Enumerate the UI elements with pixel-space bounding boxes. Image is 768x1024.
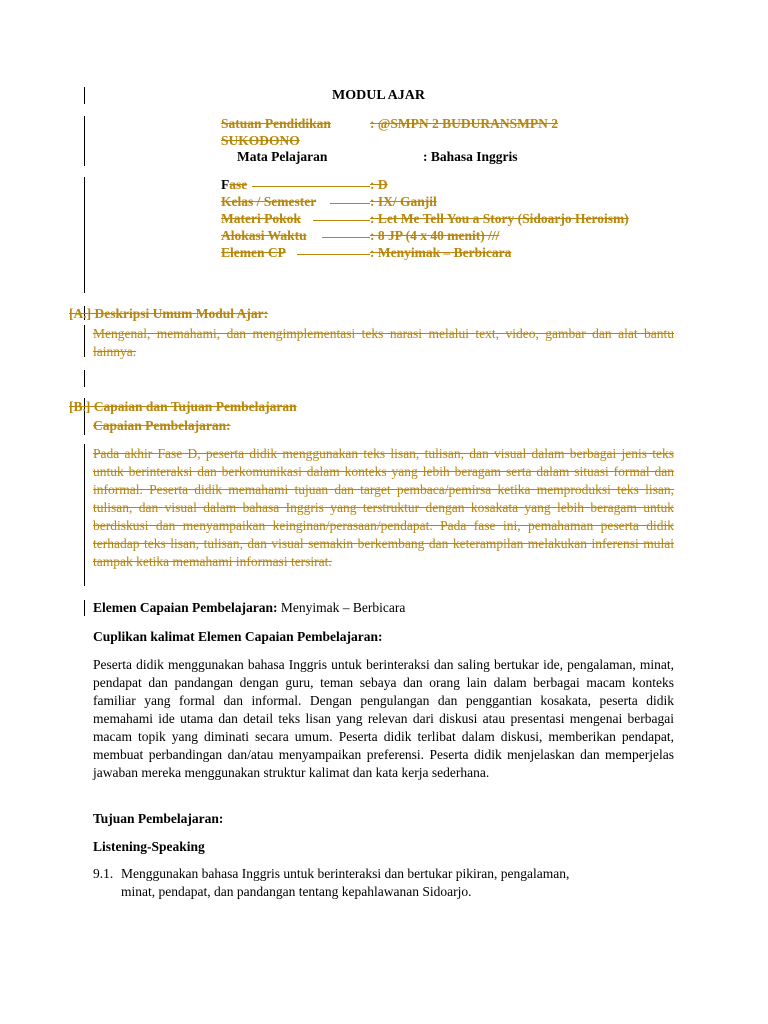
- tujuan-item-line2: minat, pendapat, dan pandangan tentang kepahlawanan Sidoarjo.: [121, 884, 472, 899]
- alokasi-label: Alokasi Waktu: [221, 228, 307, 243]
- change-bar: [84, 87, 85, 104]
- section-a-body: Mengenal, memahami, dan mengimplementasi teks narasi melalui text, video, gambar dan alat bantu lainnya.: [93, 326, 674, 359]
- cuplikan-label: Cuplikan kalimat Elemen Capaian Pembelajaran:: [93, 629, 383, 644]
- cuplikan-body: Peserta didik menggunakan bahasa Inggris untuk berinteraksi dan saling bertukar ide, pengalaman, minat, pendapat dan pandangan dengan guru, teman sebaya dan orang lain dalam berbagai macam konteks familiar yang formal dan informal. Dengan pengulangan dan penggantian kosakata, peserta didik memahami ide utama dan detail teks lisan yang relevan dari diskusi atau presentasi mengenai berbagai macam topik yang diminati secara umum. Peserta didik terlibat dalam diskusi, memberikan pendapat, membuat perbandingan dan/atau menyampaikan preferensi. Peserta didik menjelaskan dan memperjelas jawaban mereka menggunakan struktur kalimat dan kata kerja sederhana.: [93, 657, 674, 780]
- satuan-label: Satuan Pendidikan: [221, 116, 331, 131]
- page-title: MODUL AJAR: [332, 88, 425, 103]
- change-bar: [84, 370, 85, 387]
- tujuan-item-line1: Menggunakan bahasa Inggris untuk berinteraksi dan bertukar pikiran, pengalaman,: [121, 866, 570, 881]
- materi-label: Materi Pokok: [221, 211, 301, 226]
- mapel-label: Mata Pelajaran: [237, 149, 328, 164]
- satuan-value-cont: SUKODONO: [221, 133, 300, 148]
- change-bar: [84, 177, 85, 293]
- skill-label: Listening-Speaking: [93, 839, 205, 854]
- leader-line: [313, 220, 370, 221]
- elemen-label: Elemen CP: [221, 245, 286, 260]
- materi-value: : Let Me Tell You a Story (Sidoarjo Heroism): [370, 211, 629, 226]
- kelas-label: Kelas / Semester: [221, 194, 317, 209]
- leader-line: [297, 254, 370, 255]
- fase-value: : D: [370, 177, 388, 192]
- section-a-heading: [A.] Deskripsi Umum Modul Ajar:: [69, 306, 269, 321]
- alokasi-value: : 8 JP (4 x 40 menit) ///: [370, 228, 500, 243]
- elemen-cp-value: Menyimak – Berbicara: [277, 600, 406, 615]
- leader-line: [322, 237, 370, 238]
- section-b-heading: [B.] Capaian dan Tujuan Pembelajaran: [69, 399, 297, 414]
- change-bar: [84, 325, 85, 357]
- satuan-value: : @SMPN 2 BUDURANSMPN 2: [370, 116, 559, 131]
- fase-label-rest: ase: [229, 177, 248, 192]
- mapel-value: : Bahasa Inggris: [423, 149, 518, 164]
- kelas-value: : IX/ Ganjil: [370, 194, 437, 209]
- fase-label: [221, 177, 247, 193]
- tujuan-item-number: 9.1.: [93, 866, 114, 881]
- elemen-cp-label: Elemen Capaian Pembelajaran:: [93, 600, 278, 615]
- elemen-cp-line: [93, 600, 405, 616]
- change-bar: [84, 444, 85, 586]
- cp-body: Pada akhir Fase D, peserta didik menggunakan teks lisan, tulisan, dan visual dalam berbagai jenis teks untuk berinteraksi dan berkomunikasi dalam konteks yang lebih beragam serta dalam situasi formal dan informal. Peserta didik memahami tujuan dan target pembaca/pemirsa ketika memproduksi teks lisan, tulisan, dan visual dalam bahasa Inggris yang terstruktur dengan kosakata yang lebih beragam untuk berdiskusi dan menyampaikan keinginan/perasaan/pendapat. Pada fase ini, pemahaman peserta didik terhadap teks lisan, tulisan, dan visual semakin berkembang dan keterampilan melakukan inferensi mulai tampak ketika memahami informasi tersirat.: [93, 446, 674, 569]
- leader-line: [252, 186, 370, 187]
- cp-label: Capaian Pembelajaran:: [93, 418, 231, 433]
- change-bar: [84, 116, 85, 166]
- tujuan-label: Tujuan Pembelajaran:: [93, 811, 224, 826]
- leader-line: [330, 203, 370, 204]
- elemen-value: : Menyimak – Berbicara: [370, 245, 512, 260]
- fase-label-first: F: [221, 177, 230, 192]
- change-bar: [84, 600, 85, 616]
